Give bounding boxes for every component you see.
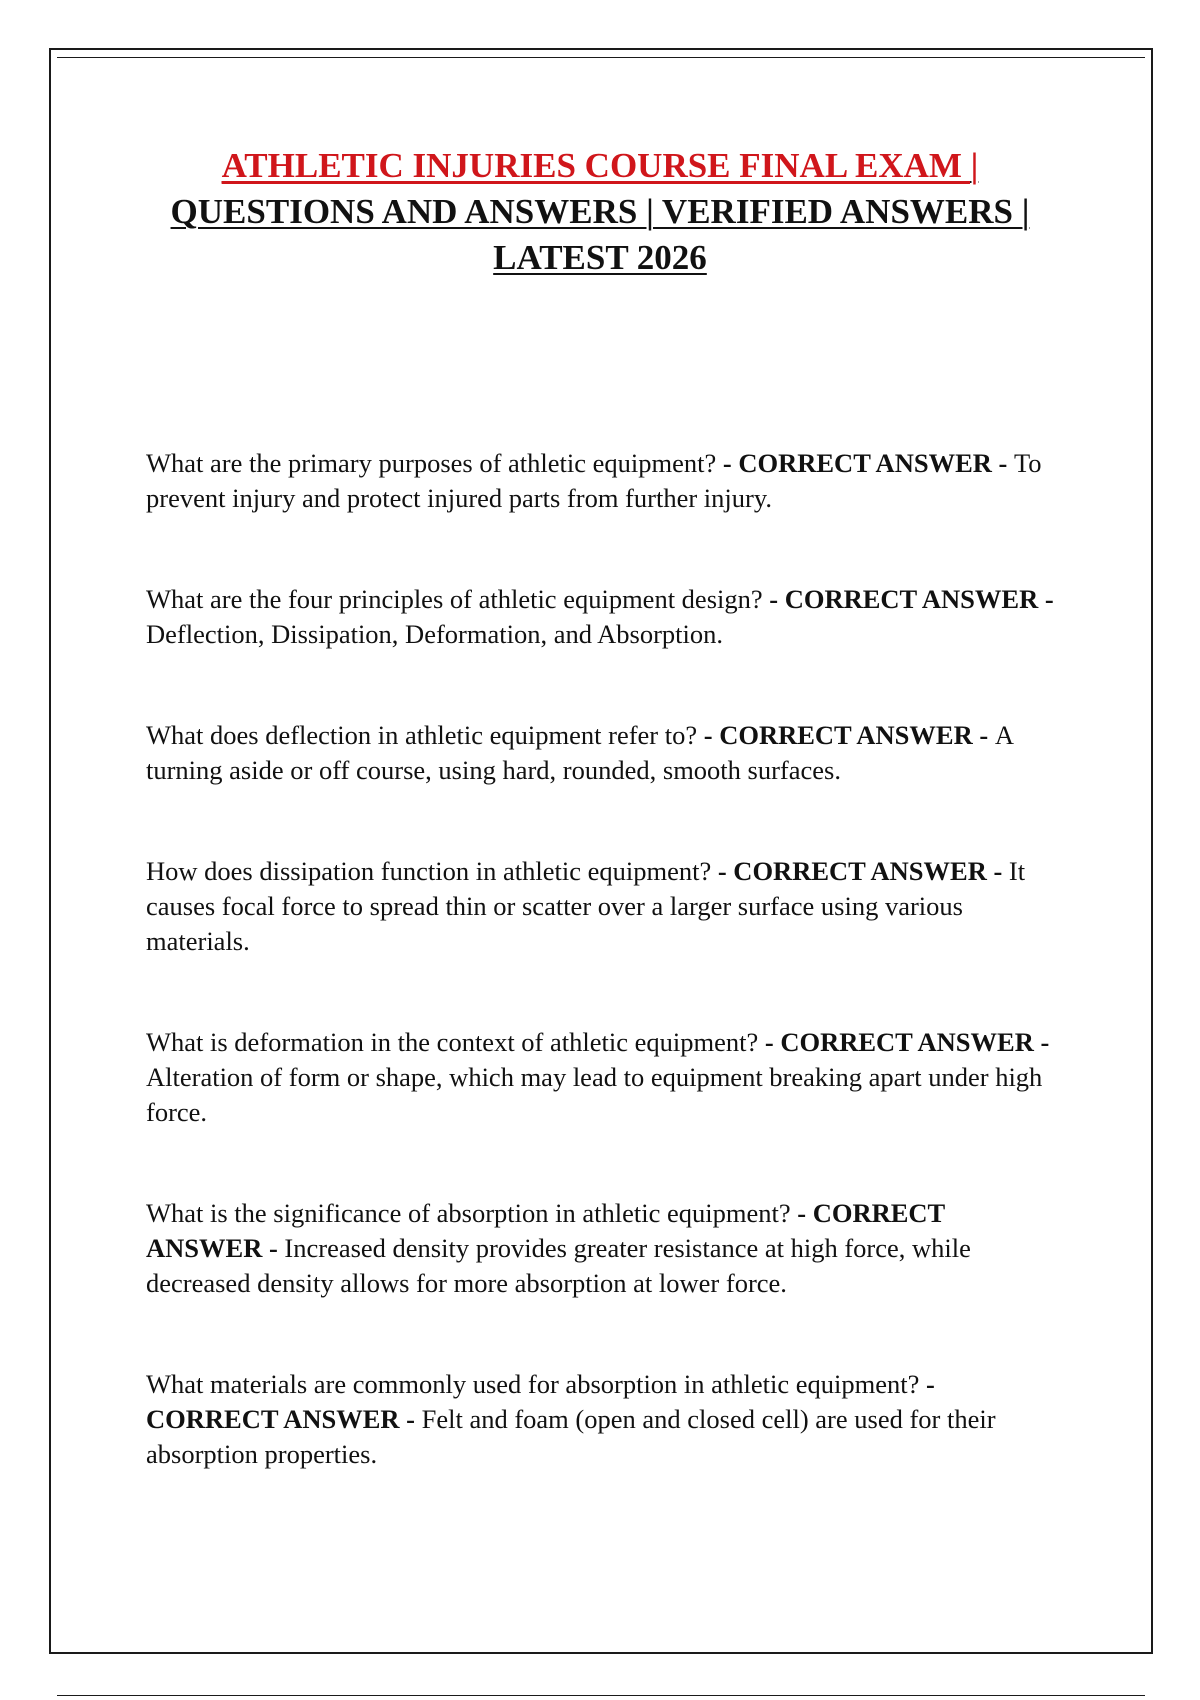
question-text: How does dissipation function in athletic equipment? — [146, 856, 712, 886]
answer-text: Alteration of form or shape, which may lead to equipment breaking apart under high force. — [146, 1062, 1043, 1127]
correct-answer-label: - CORRECT ANSWER - — [716, 448, 1014, 478]
question-text: What materials are commonly used for absorption in athletic equipment? — [146, 1369, 920, 1399]
correct-answer-label: - CORRECT ANSWER - — [758, 1027, 1050, 1057]
answer-text: To prevent injury and protect injured parts from further injury. — [146, 448, 1042, 513]
answer-text: Felt and foam (open and closed cell) are used for their absorption properties. — [146, 1404, 996, 1469]
answer-text: Increased density provides greater resistance at high force, while decreased density allows for more absorption at lower force. — [146, 1233, 971, 1298]
question-text: What are the primary purposes of athletic equipment? — [146, 448, 717, 478]
qa-item-4 — [146, 854, 1056, 959]
top-rule — [57, 57, 1145, 58]
answer-text: It causes focal force to spread thin or scatter over a larger surface using various materials. — [146, 856, 1026, 956]
qa-list — [146, 446, 1056, 1472]
question-text: What are the four principles of athletic equipment design? — [146, 584, 763, 614]
correct-answer-label: - CORRECT ANSWER - — [697, 720, 995, 750]
qa-item-5 — [146, 1025, 1056, 1130]
qa-item-3 — [146, 718, 1056, 788]
title-line-1: ATHLETIC INJURIES COURSE FINAL EXAM | — [221, 146, 979, 185]
document-title — [100, 143, 1100, 281]
question-text: What is the significance of absorption in athletic equipment? — [146, 1198, 791, 1228]
bottom-rule — [57, 1695, 1145, 1696]
correct-answer-label: - CORRECT ANSWER - — [711, 856, 1009, 886]
answer-text: A turning aside or off course, using hard, rounded, smooth surfaces. — [146, 720, 1013, 785]
answer-text: Deflection, Dissipation, Deformation, and Absorption. — [146, 619, 724, 649]
qa-item-1 — [146, 446, 1056, 516]
qa-item-2 — [146, 582, 1056, 652]
correct-answer-label: - CORRECT ANSWER - — [762, 584, 1054, 614]
qa-item-7 — [146, 1367, 1056, 1472]
qa-item-6 — [146, 1196, 1056, 1301]
correct-answer-label: - CORRECT ANSWER - — [146, 1369, 935, 1434]
question-text: What is deformation in the context of athletic equipment? — [146, 1027, 759, 1057]
question-text: What does deflection in athletic equipment refer to? — [146, 720, 698, 750]
title-line-3: LATEST 2026 — [493, 238, 707, 277]
correct-answer-label: - CORRECT ANSWER - — [146, 1198, 945, 1263]
title-line-2: QUESTIONS AND ANSWERS | VERIFIED ANSWERS | — [170, 192, 1030, 231]
